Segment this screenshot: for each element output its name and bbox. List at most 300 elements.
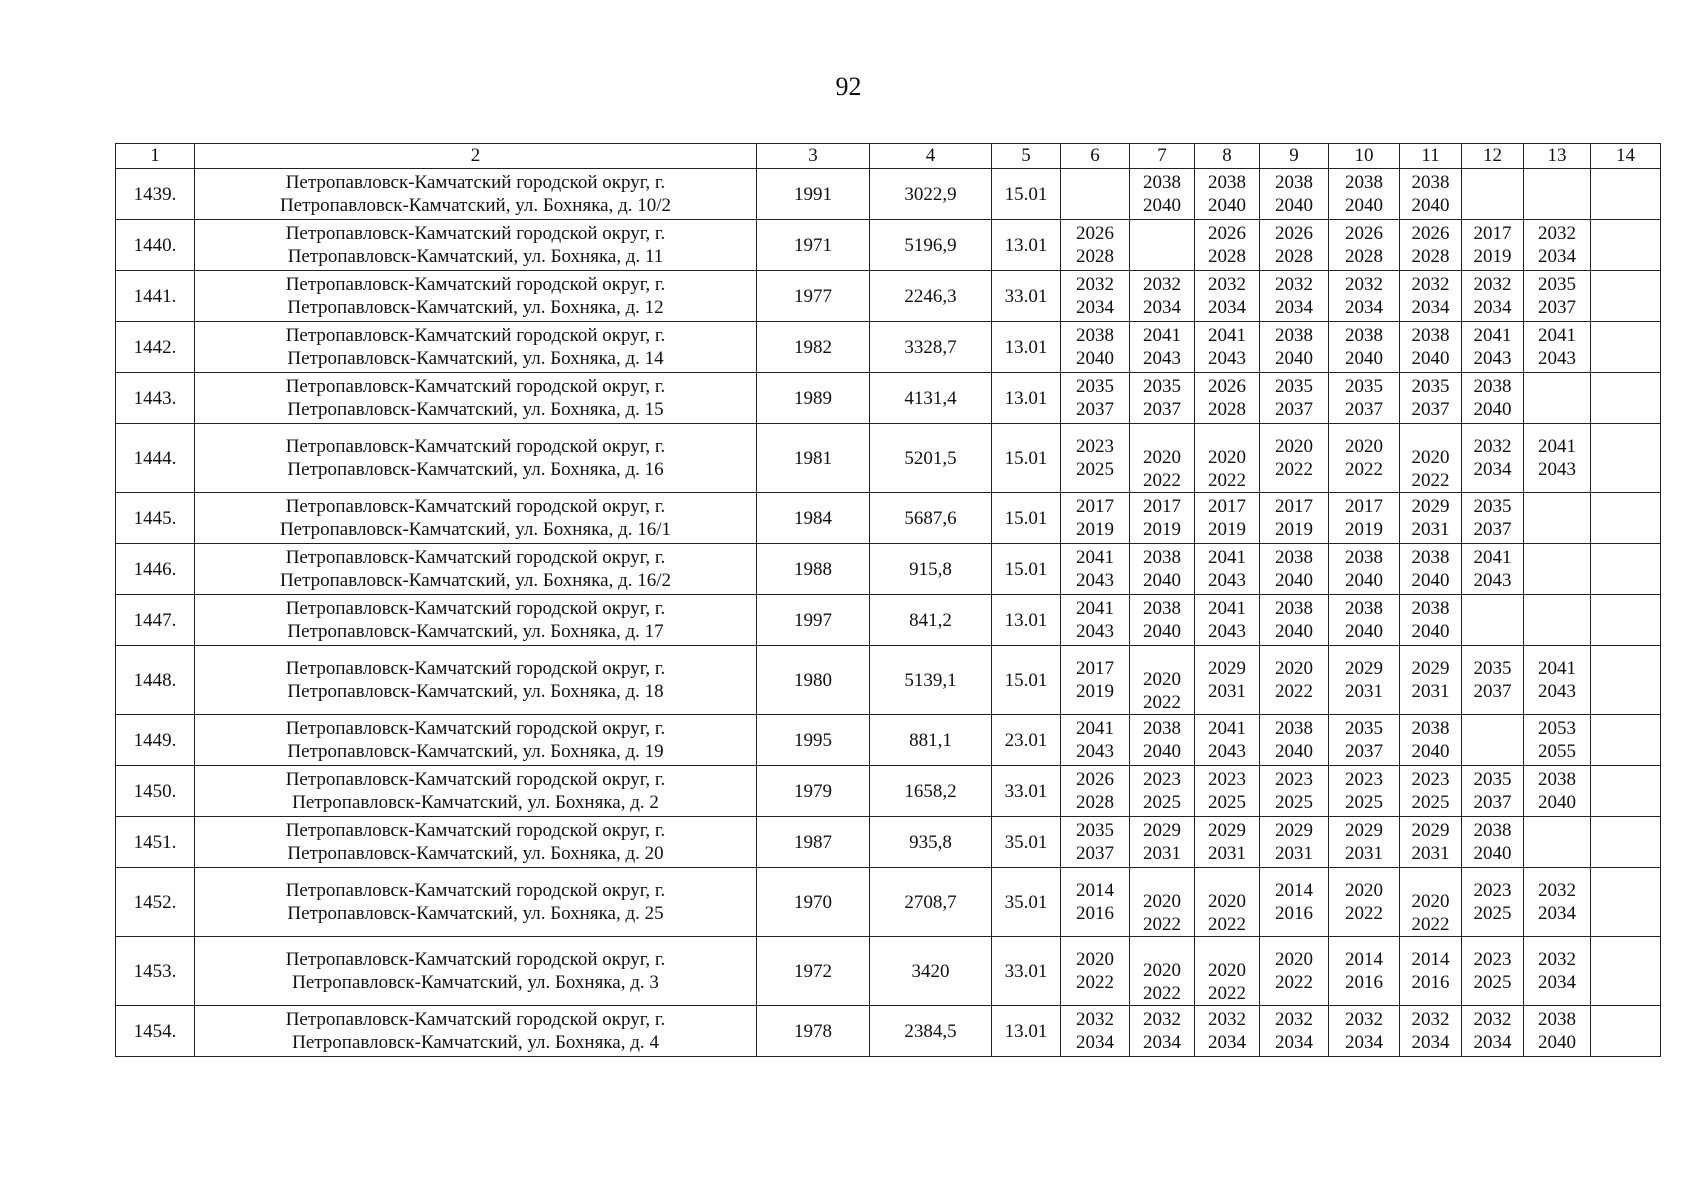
table-row bbox=[116, 715, 1661, 766]
table-row bbox=[116, 424, 1661, 493]
period-cell bbox=[1130, 646, 1195, 715]
period-cell bbox=[1061, 1006, 1130, 1057]
period-cell bbox=[1061, 169, 1130, 220]
area-cell: 3022,9 bbox=[870, 169, 992, 220]
period-range bbox=[1143, 1008, 1181, 1054]
period-start: 2035 bbox=[1345, 718, 1383, 739]
period-range bbox=[1076, 657, 1114, 703]
period-end: 2037 bbox=[1473, 792, 1512, 813]
table-row bbox=[116, 766, 1661, 817]
period-range bbox=[1538, 768, 1576, 814]
period-cell bbox=[1329, 595, 1400, 646]
period-end: 2043 bbox=[1076, 570, 1114, 591]
period-cell bbox=[1130, 715, 1195, 766]
period-end: 2040 bbox=[1473, 399, 1512, 420]
address-cell bbox=[195, 169, 757, 220]
address-line: Петропавловск-Камчатский, ул. Бохняка, д. 11 bbox=[287, 246, 664, 267]
period-end: 2040 bbox=[1411, 621, 1450, 642]
period-range bbox=[1474, 879, 1512, 925]
period-end: 2031 bbox=[1411, 519, 1450, 540]
period-cell bbox=[1462, 220, 1524, 271]
period-end: 2034 bbox=[1275, 1032, 1313, 1053]
period-range bbox=[1474, 435, 1512, 481]
period-cell bbox=[1462, 715, 1524, 766]
period-start: 2029 bbox=[1411, 496, 1450, 517]
period-end: 2034 bbox=[1143, 1032, 1181, 1053]
period-start: 2041 bbox=[1473, 547, 1512, 568]
period-end: 2025 bbox=[1143, 792, 1181, 813]
code-cell: 15.01 bbox=[992, 424, 1061, 493]
period-cell bbox=[1591, 715, 1661, 766]
code-cell: 15.01 bbox=[992, 493, 1061, 544]
period-cell bbox=[1195, 493, 1260, 544]
period-cell bbox=[1061, 646, 1130, 715]
period-start: 2023 bbox=[1411, 769, 1450, 790]
code-cell: 35.01 bbox=[992, 817, 1061, 868]
period-end: 2025 bbox=[1411, 792, 1450, 813]
period-start: 2017 bbox=[1473, 223, 1512, 244]
period-end: 2037 bbox=[1345, 399, 1383, 420]
period-start: 2023 bbox=[1143, 769, 1181, 790]
period-cell bbox=[1591, 868, 1661, 937]
address-line: Петропавловск-Камчатский городской округ, г. bbox=[285, 820, 666, 841]
period-cell bbox=[1524, 937, 1591, 1006]
period-cell bbox=[1462, 937, 1524, 1006]
period-end: 2016 bbox=[1411, 972, 1450, 993]
address-cell bbox=[195, 817, 757, 868]
row-number-cell: 1453. bbox=[116, 937, 195, 1006]
period-end: 2040 bbox=[1345, 195, 1383, 216]
period-end: 2037 bbox=[1538, 297, 1576, 318]
period-cell bbox=[1591, 817, 1661, 868]
period-cell bbox=[1591, 493, 1661, 544]
column-header-8: 8 bbox=[1195, 144, 1260, 169]
column-header-2: 2 bbox=[195, 144, 757, 169]
period-start: 2020 bbox=[1143, 891, 1181, 912]
period-start: 2038 bbox=[1143, 598, 1181, 619]
period-end: 2022 bbox=[1143, 470, 1181, 491]
year-cell: 1980 bbox=[757, 646, 870, 715]
period-range bbox=[1412, 222, 1450, 268]
period-end: 2043 bbox=[1208, 348, 1246, 369]
period-end: 2043 bbox=[1538, 459, 1576, 480]
period-range bbox=[1076, 546, 1114, 592]
period-range bbox=[1412, 597, 1450, 643]
period-start: 2032 bbox=[1473, 1009, 1512, 1030]
period-cell bbox=[1524, 493, 1591, 544]
period-cell bbox=[1462, 424, 1524, 493]
period-cell bbox=[1260, 271, 1329, 322]
area-cell: 935,8 bbox=[870, 817, 992, 868]
period-cell bbox=[1462, 373, 1524, 424]
period-cell bbox=[1462, 493, 1524, 544]
period-range bbox=[1412, 546, 1450, 592]
period-cell bbox=[1195, 271, 1260, 322]
period-range bbox=[1076, 324, 1114, 370]
period-range bbox=[1208, 657, 1246, 703]
address-line: Петропавловск-Камчатский, ул. Бохняка, д. 16 bbox=[287, 459, 664, 480]
period-cell bbox=[1400, 595, 1462, 646]
period-start: 2023 bbox=[1208, 769, 1246, 790]
year-cell: 1978 bbox=[757, 1006, 870, 1057]
period-cell bbox=[1195, 715, 1260, 766]
address-line: Петропавловск-Камчатский городской округ, г. bbox=[285, 880, 666, 901]
period-end: 2034 bbox=[1538, 246, 1576, 267]
period-start: 2026 bbox=[1208, 223, 1246, 244]
period-start: 2038 bbox=[1275, 547, 1313, 568]
period-start: 2041 bbox=[1208, 598, 1246, 619]
period-range bbox=[1275, 657, 1313, 703]
address-line: Петропавловск-Камчатский, ул. Бохняка, д. 25 bbox=[287, 903, 664, 924]
period-start: 2032 bbox=[1538, 880, 1576, 901]
period-start: 2041 bbox=[1473, 325, 1512, 346]
period-start: 2032 bbox=[1076, 274, 1114, 295]
period-range bbox=[1208, 819, 1246, 865]
period-end: 2016 bbox=[1076, 903, 1114, 924]
row-number-cell: 1439. bbox=[116, 169, 195, 220]
address-cell bbox=[195, 220, 757, 271]
table-row bbox=[116, 544, 1661, 595]
period-range bbox=[1275, 171, 1313, 217]
period-range bbox=[1538, 273, 1576, 319]
header-row bbox=[116, 144, 1661, 169]
period-start: 2026 bbox=[1076, 223, 1114, 244]
period-range bbox=[1076, 768, 1114, 814]
code-cell: 33.01 bbox=[992, 937, 1061, 1006]
period-start: 2035 bbox=[1275, 376, 1313, 397]
period-end: 2028 bbox=[1076, 246, 1114, 267]
row-number-cell: 1454. bbox=[116, 1006, 195, 1057]
period-start: 2017 bbox=[1076, 658, 1114, 679]
period-cell bbox=[1400, 868, 1462, 937]
area-cell: 841,2 bbox=[870, 595, 992, 646]
period-end: 2022 bbox=[1076, 972, 1114, 993]
period-range bbox=[1474, 375, 1512, 421]
period-range bbox=[1208, 495, 1246, 541]
period-end: 2040 bbox=[1143, 741, 1181, 762]
period-cell bbox=[1260, 169, 1329, 220]
period-cell bbox=[1130, 493, 1195, 544]
period-cell bbox=[1400, 493, 1462, 544]
period-range bbox=[1208, 324, 1246, 370]
period-start: 2020 bbox=[1208, 891, 1246, 912]
period-cell bbox=[1329, 373, 1400, 424]
period-cell bbox=[1591, 424, 1661, 493]
year-cell: 1977 bbox=[757, 271, 870, 322]
period-range bbox=[1208, 222, 1246, 268]
period-start: 2020 bbox=[1275, 949, 1313, 970]
period-end: 2034 bbox=[1538, 972, 1576, 993]
year-cell: 1971 bbox=[757, 220, 870, 271]
period-end: 2031 bbox=[1143, 843, 1181, 864]
period-cell bbox=[1400, 544, 1462, 595]
period-end: 2040 bbox=[1275, 195, 1313, 216]
period-end: 2034 bbox=[1411, 1032, 1450, 1053]
period-start: 2020 bbox=[1076, 949, 1114, 970]
period-start: 2038 bbox=[1538, 1009, 1576, 1030]
period-range bbox=[1345, 1008, 1383, 1054]
period-end: 2043 bbox=[1208, 621, 1246, 642]
period-start: 2041 bbox=[1538, 325, 1576, 346]
period-range bbox=[1076, 879, 1114, 925]
period-cell bbox=[1195, 373, 1260, 424]
row-number-cell: 1451. bbox=[116, 817, 195, 868]
period-end: 2019 bbox=[1208, 519, 1246, 540]
period-cell bbox=[1195, 544, 1260, 595]
period-cell bbox=[1400, 817, 1462, 868]
period-end: 2022 bbox=[1208, 470, 1246, 491]
period-start: 2041 bbox=[1538, 436, 1576, 457]
period-end: 2037 bbox=[1411, 399, 1450, 420]
period-range bbox=[1076, 597, 1114, 643]
period-end: 2028 bbox=[1345, 246, 1383, 267]
period-start: 2029 bbox=[1345, 658, 1383, 679]
period-range bbox=[1275, 375, 1313, 421]
period-range bbox=[1474, 768, 1512, 814]
period-range bbox=[1143, 171, 1181, 217]
area-cell: 2708,7 bbox=[870, 868, 992, 937]
period-range bbox=[1538, 948, 1576, 994]
address-line: Петропавловск-Камчатский городской округ, г. bbox=[285, 718, 666, 739]
period-cell bbox=[1400, 646, 1462, 715]
period-cell bbox=[1061, 868, 1130, 937]
period-start: 2038 bbox=[1411, 598, 1450, 619]
period-start: 2020 bbox=[1143, 447, 1181, 468]
period-end: 2022 bbox=[1345, 459, 1383, 480]
period-end: 2034 bbox=[1473, 297, 1512, 318]
row-number-cell: 1452. bbox=[116, 868, 195, 937]
period-cell bbox=[1591, 220, 1661, 271]
period-range bbox=[1412, 717, 1450, 763]
period-end: 2028 bbox=[1275, 246, 1313, 267]
period-range bbox=[1345, 768, 1383, 814]
period-cell bbox=[1591, 271, 1661, 322]
period-range bbox=[1275, 879, 1313, 925]
period-cell bbox=[1260, 544, 1329, 595]
period-cell bbox=[1329, 169, 1400, 220]
column-header-6: 6 bbox=[1061, 144, 1130, 169]
period-cell bbox=[1260, 817, 1329, 868]
period-cell bbox=[1462, 169, 1524, 220]
period-end: 2034 bbox=[1275, 297, 1313, 318]
period-end: 2040 bbox=[1411, 195, 1450, 216]
column-header-5: 5 bbox=[992, 144, 1061, 169]
period-start: 2038 bbox=[1275, 325, 1313, 346]
period-cell bbox=[1195, 868, 1260, 937]
period-cell bbox=[1195, 169, 1260, 220]
period-start: 2020 bbox=[1345, 436, 1383, 457]
table-row bbox=[116, 1006, 1661, 1057]
period-end: 2022 bbox=[1275, 972, 1313, 993]
period-end: 2034 bbox=[1473, 1032, 1512, 1053]
row-number-cell: 1448. bbox=[116, 646, 195, 715]
column-header-10: 10 bbox=[1329, 144, 1400, 169]
period-start: 2038 bbox=[1345, 598, 1383, 619]
period-cell bbox=[1130, 817, 1195, 868]
period-start: 2020 bbox=[1275, 658, 1313, 679]
period-range bbox=[1412, 868, 1450, 936]
period-cell bbox=[1260, 373, 1329, 424]
period-end: 2043 bbox=[1076, 621, 1114, 642]
period-cell bbox=[1061, 322, 1130, 373]
period-start: 2029 bbox=[1208, 820, 1246, 841]
area-cell: 5196,9 bbox=[870, 220, 992, 271]
address-cell bbox=[195, 646, 757, 715]
code-cell: 33.01 bbox=[992, 271, 1061, 322]
year-cell: 1982 bbox=[757, 322, 870, 373]
period-start: 2014 bbox=[1275, 880, 1313, 901]
period-end: 2043 bbox=[1143, 348, 1181, 369]
table-row bbox=[116, 169, 1661, 220]
period-range bbox=[1474, 546, 1512, 592]
period-end: 2025 bbox=[1473, 903, 1512, 924]
period-range bbox=[1208, 937, 1246, 1005]
period-start: 2032 bbox=[1143, 274, 1181, 295]
code-cell: 15.01 bbox=[992, 544, 1061, 595]
period-cell bbox=[1400, 715, 1462, 766]
period-end: 2043 bbox=[1076, 741, 1114, 762]
period-range bbox=[1275, 948, 1313, 994]
address-line: Петропавловск-Камчатский городской округ, г. bbox=[285, 436, 666, 457]
period-start: 2020 bbox=[1411, 891, 1450, 912]
table-row bbox=[116, 220, 1661, 271]
address-line: Петропавловск-Камчатский, ул. Бохняка, д. 18 bbox=[287, 681, 664, 702]
address-line: Петропавловск-Камчатский, ул. Бохняка, д. 15 bbox=[287, 399, 664, 420]
period-end: 2025 bbox=[1076, 459, 1114, 480]
period-end: 2055 bbox=[1538, 741, 1576, 762]
period-cell bbox=[1061, 937, 1130, 1006]
period-range bbox=[1474, 495, 1512, 541]
period-cell bbox=[1400, 373, 1462, 424]
period-cell bbox=[1462, 766, 1524, 817]
period-range bbox=[1208, 171, 1246, 217]
period-range bbox=[1345, 879, 1383, 925]
period-range bbox=[1345, 324, 1383, 370]
period-range bbox=[1208, 868, 1246, 936]
period-range bbox=[1538, 435, 1576, 481]
period-end: 2040 bbox=[1411, 570, 1450, 591]
period-range bbox=[1143, 424, 1181, 492]
period-start: 2041 bbox=[1076, 547, 1114, 568]
period-range bbox=[1208, 597, 1246, 643]
period-end: 2031 bbox=[1345, 843, 1383, 864]
period-range bbox=[1412, 657, 1450, 703]
period-start: 2038 bbox=[1275, 172, 1313, 193]
address-cell bbox=[195, 937, 757, 1006]
period-end: 2043 bbox=[1473, 348, 1512, 369]
period-range bbox=[1275, 819, 1313, 865]
period-range bbox=[1143, 768, 1181, 814]
period-start: 2020 bbox=[1411, 447, 1450, 468]
area-cell: 915,8 bbox=[870, 544, 992, 595]
period-end: 2043 bbox=[1538, 681, 1576, 702]
period-cell bbox=[1061, 271, 1130, 322]
period-end: 2028 bbox=[1411, 246, 1450, 267]
period-start: 2023 bbox=[1345, 769, 1383, 790]
period-range bbox=[1208, 375, 1246, 421]
period-end: 2040 bbox=[1208, 195, 1246, 216]
period-start: 2041 bbox=[1076, 718, 1114, 739]
period-range bbox=[1345, 657, 1383, 703]
period-range bbox=[1345, 171, 1383, 217]
period-end: 2025 bbox=[1208, 792, 1246, 813]
period-end: 2040 bbox=[1473, 843, 1512, 864]
period-end: 2034 bbox=[1345, 1032, 1383, 1053]
period-cell bbox=[1400, 766, 1462, 817]
period-cell bbox=[1591, 595, 1661, 646]
period-start: 2038 bbox=[1411, 718, 1450, 739]
period-range bbox=[1275, 1008, 1313, 1054]
table-row bbox=[116, 373, 1661, 424]
period-start: 2038 bbox=[1473, 376, 1512, 397]
code-cell: 23.01 bbox=[992, 715, 1061, 766]
area-cell: 3420 bbox=[870, 937, 992, 1006]
period-range bbox=[1076, 222, 1114, 268]
period-cell bbox=[1400, 169, 1462, 220]
period-cell bbox=[1329, 220, 1400, 271]
period-end: 2022 bbox=[1411, 914, 1450, 935]
period-start: 2038 bbox=[1143, 718, 1181, 739]
period-range bbox=[1345, 435, 1383, 481]
period-range bbox=[1412, 273, 1450, 319]
row-number-cell: 1443. bbox=[116, 373, 195, 424]
table-row bbox=[116, 493, 1661, 544]
period-end: 2037 bbox=[1275, 399, 1313, 420]
page-number: 92 bbox=[835, 72, 862, 101]
period-cell bbox=[1524, 544, 1591, 595]
period-end: 2025 bbox=[1473, 972, 1512, 993]
address-line: Петропавловск-Камчатский городской округ, г. bbox=[285, 172, 666, 193]
year-cell: 1981 bbox=[757, 424, 870, 493]
period-cell bbox=[1524, 271, 1591, 322]
period-start: 2053 bbox=[1538, 718, 1576, 739]
period-start: 2029 bbox=[1411, 820, 1450, 841]
period-range bbox=[1275, 222, 1313, 268]
period-cell bbox=[1400, 424, 1462, 493]
period-range bbox=[1474, 222, 1512, 268]
period-end: 2040 bbox=[1411, 348, 1450, 369]
period-range bbox=[1076, 435, 1114, 481]
period-end: 2040 bbox=[1275, 348, 1313, 369]
column-header-4: 4 bbox=[870, 144, 992, 169]
area-cell: 5687,6 bbox=[870, 493, 992, 544]
period-end: 2034 bbox=[1411, 297, 1450, 318]
period-cell bbox=[1329, 817, 1400, 868]
period-start: 2029 bbox=[1345, 820, 1383, 841]
period-start: 2017 bbox=[1143, 496, 1181, 517]
address-line: Петропавловск-Камчатский городской округ, г. bbox=[285, 223, 666, 244]
period-cell bbox=[1329, 646, 1400, 715]
period-end: 2025 bbox=[1275, 792, 1313, 813]
year-cell: 1997 bbox=[757, 595, 870, 646]
period-cell bbox=[1524, 373, 1591, 424]
period-range bbox=[1412, 495, 1450, 541]
address-line: Петропавловск-Камчатский городской округ, г. bbox=[285, 658, 666, 679]
table-row bbox=[116, 937, 1661, 1006]
period-cell bbox=[1061, 715, 1130, 766]
period-range bbox=[1143, 273, 1181, 319]
period-start: 2026 bbox=[1345, 223, 1383, 244]
period-start: 2038 bbox=[1208, 172, 1246, 193]
period-range bbox=[1143, 717, 1181, 763]
period-cell bbox=[1195, 322, 1260, 373]
period-cell bbox=[1400, 322, 1462, 373]
address-cell bbox=[195, 868, 757, 937]
year-cell: 1995 bbox=[757, 715, 870, 766]
period-cell bbox=[1462, 271, 1524, 322]
period-range bbox=[1143, 375, 1181, 421]
period-range bbox=[1345, 222, 1383, 268]
